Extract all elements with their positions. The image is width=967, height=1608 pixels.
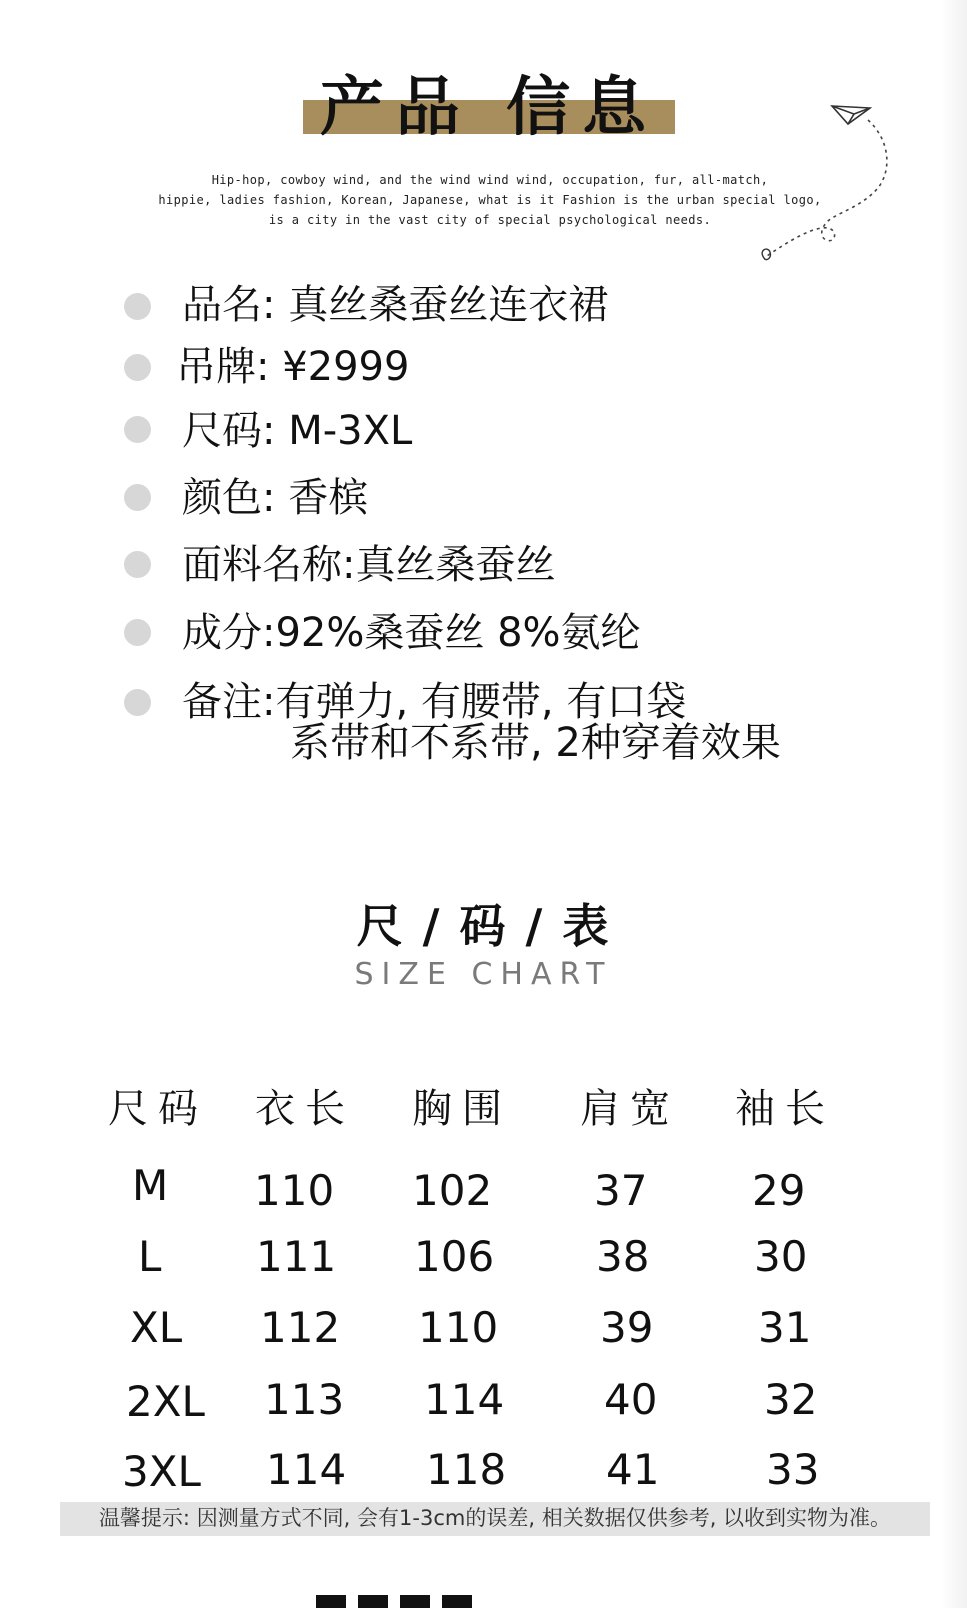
table-cell: 38 (596, 1232, 650, 1281)
table-cell: 113 (264, 1375, 345, 1424)
table-cell: 33 (766, 1445, 820, 1494)
table-header: 肩宽 (580, 1086, 680, 1132)
table-cell: 114 (424, 1375, 505, 1424)
table-cell: XL (130, 1303, 183, 1352)
bullet (124, 551, 151, 578)
footer-note: 温馨提示: 因测量方式不同, 会有1-3cm的误差, 相关数据仅供参考, 以收到实物为准。 (98, 1506, 892, 1530)
table-header: 袖长 (735, 1086, 835, 1132)
subtitle-block (150, 170, 830, 230)
table-cell: 110 (254, 1166, 335, 1215)
table-cell: 29 (752, 1166, 806, 1215)
table-cell: 32 (764, 1375, 818, 1424)
info-text: 备注:有弹力, 有腰带, 有口袋 (182, 679, 687, 725)
bullet (124, 619, 151, 646)
table-cell: M (132, 1161, 169, 1210)
table-header: 尺码 (108, 1086, 208, 1132)
table-cell: 31 (758, 1303, 812, 1352)
bullet (124, 293, 151, 320)
table-cell: 30 (754, 1232, 808, 1281)
bullet (124, 416, 151, 443)
table-cell: 112 (260, 1303, 341, 1352)
table-cell: 37 (594, 1166, 648, 1215)
table-cell: 110 (418, 1303, 499, 1352)
bullet (124, 484, 151, 511)
table-header: 胸围 (412, 1086, 512, 1132)
bullet (124, 689, 151, 716)
info-text: 颜色: 香槟 (182, 475, 369, 521)
table-cell: 40 (604, 1375, 658, 1424)
info-text-continued: 系带和不系带, 2种穿着效果 (290, 720, 781, 766)
table-header: 衣长 (255, 1086, 355, 1132)
page-edge-shade (941, 0, 967, 1608)
info-text: 面料名称:真丝桑蚕丝 (182, 542, 556, 588)
bullet (124, 354, 151, 381)
page-title: 产品 信息 (319, 71, 659, 145)
table-cell: 39 (600, 1303, 654, 1352)
info-text: 品名: 真丝桑蚕丝连衣裙 (182, 282, 609, 328)
subtitle-line: hippie, ladies fashion, Korean, Japanese, what is it Fashion is the urban special logo, (158, 193, 822, 207)
table-cell: 114 (266, 1445, 347, 1494)
info-text: 吊牌: ¥2999 (176, 344, 410, 390)
info-text: 成分:92%桑蚕丝 8%氨纶 (182, 610, 641, 656)
size-chart-title: 尺 / 码 / 表 (356, 899, 611, 953)
table-cell: 106 (414, 1232, 495, 1281)
subtitle-line: is a city in the vast city of special psychological needs. (268, 213, 712, 227)
size-chart-subtitle: SIZE CHART (354, 957, 613, 992)
table-cell: 118 (426, 1445, 507, 1494)
table-cell: 111 (256, 1232, 337, 1281)
subtitle-line: Hip-hop, cowboy wind, and the wind wind wind, occupation, fur, all-match, (211, 173, 769, 187)
table-cell: 2XL (126, 1377, 205, 1426)
table-cell: 41 (606, 1445, 660, 1494)
table-cell: 3XL (122, 1447, 201, 1496)
paper-plane-icon (760, 100, 900, 270)
cropped-heading-fragment (316, 1594, 516, 1608)
table-cell: L (138, 1232, 162, 1281)
info-text: 尺码: M-3XL (182, 408, 413, 454)
table-cell: 102 (412, 1166, 493, 1215)
